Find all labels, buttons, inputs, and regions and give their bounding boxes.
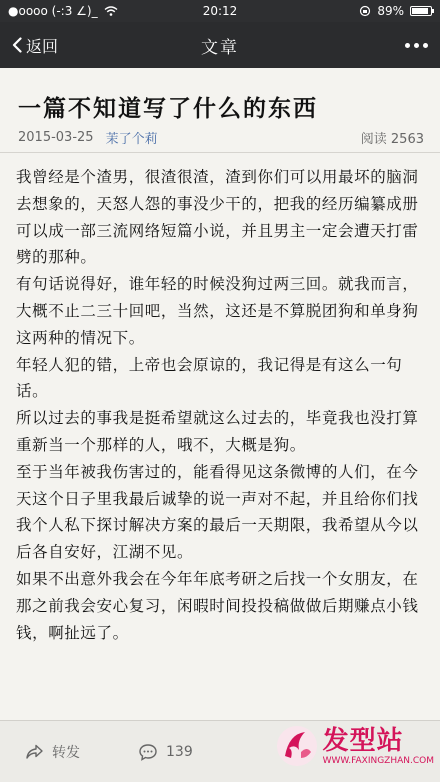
- status-bar: [0, 0, 440, 22]
- more-dot-icon: [414, 43, 419, 48]
- watermark-brand: 发型站: [322, 726, 404, 756]
- article-paragraph: 如果不出意外我会在今年年底考研之后找一个女朋友，在那之前我会安心复习，闲暇时间投投稿做做后期赚点小钱钱，啊扯远了。: [16, 569, 419, 642]
- status-left: [8, 4, 118, 18]
- watermark-logo-icon: [275, 722, 319, 770]
- back-button[interactable]: [12, 34, 58, 57]
- article-content[interactable]: [0, 68, 440, 720]
- nav-title: 文章: [201, 37, 239, 58]
- article-title: 一篇不知道写了什么的东西: [18, 96, 318, 122]
- article-paragraph: 至于当年被我伤害过的，能看得见这条微博的人们，在今天这个日子里我最后诚挚的说一声对不起，并且给你们找我个人私下探讨解决方案的最后一天期限，我希望从今以后各自安好，江湖不见。: [16, 462, 419, 562]
- watermark-url: WWW.FAXINGZHAN.COM: [322, 756, 434, 766]
- share-button[interactable]: [24, 742, 80, 762]
- status-time: 20:12: [202, 4, 238, 18]
- share-arrow-icon: [24, 742, 44, 762]
- more-dot-icon: [405, 43, 410, 48]
- battery-icon: [410, 6, 432, 16]
- watermark: [275, 722, 434, 770]
- share-label: 转发: [52, 744, 80, 761]
- more-options-button[interactable]: [405, 43, 428, 48]
- carrier-label: ●oooo (-:3 ∠)_: [8, 4, 98, 18]
- article-paragraph: 我曾经是个渣男，很渣很渣，渣到你们可以用最坏的脑洞去想象的，天怒人怨的事没少干的，把我的经历编纂成册可以成一部三流网络短篇小说，并且男主一定会遭天打雷劈的那种。: [16, 168, 419, 267]
- article-date: 2015-03-25: [18, 130, 94, 145]
- nav-bar: [0, 22, 440, 68]
- article-body: [16, 164, 424, 646]
- chevron-left-icon: [12, 37, 22, 53]
- wifi-icon: [104, 6, 118, 16]
- watermark-text: [323, 726, 434, 766]
- article-paragraph: 年轻人犯的错，上帝也会原谅的，我记得是有这么一句话。: [16, 355, 403, 401]
- back-label: 返回: [26, 36, 59, 56]
- battery-percent: 89%: [377, 4, 404, 18]
- read-count: 阅读 2563: [360, 132, 424, 147]
- author-link[interactable]: 茉了个莉: [105, 132, 158, 147]
- comment-count: 139: [166, 743, 193, 760]
- battery-fill: [412, 8, 428, 14]
- article-meta: [18, 128, 424, 147]
- divider: [0, 152, 440, 153]
- comment-button[interactable]: [138, 742, 193, 762]
- status-right: [359, 4, 432, 18]
- rotation-lock-icon: [359, 5, 371, 17]
- article-paragraph: 所以过去的事我是挺希望就这么过去的，毕竟我也没打算重新当一个那样的人，哦不，大概是狗。: [16, 409, 419, 454]
- article-paragraph: 有句话说得好，谁年轻的时候没狗过两三回。就我而言，大概不止二三十回吧，当然，这还是不算脱团狗和单身狗这两种的情况下。: [16, 275, 419, 347]
- more-dot-icon: [423, 43, 428, 48]
- comment-bubble-icon: [138, 742, 158, 762]
